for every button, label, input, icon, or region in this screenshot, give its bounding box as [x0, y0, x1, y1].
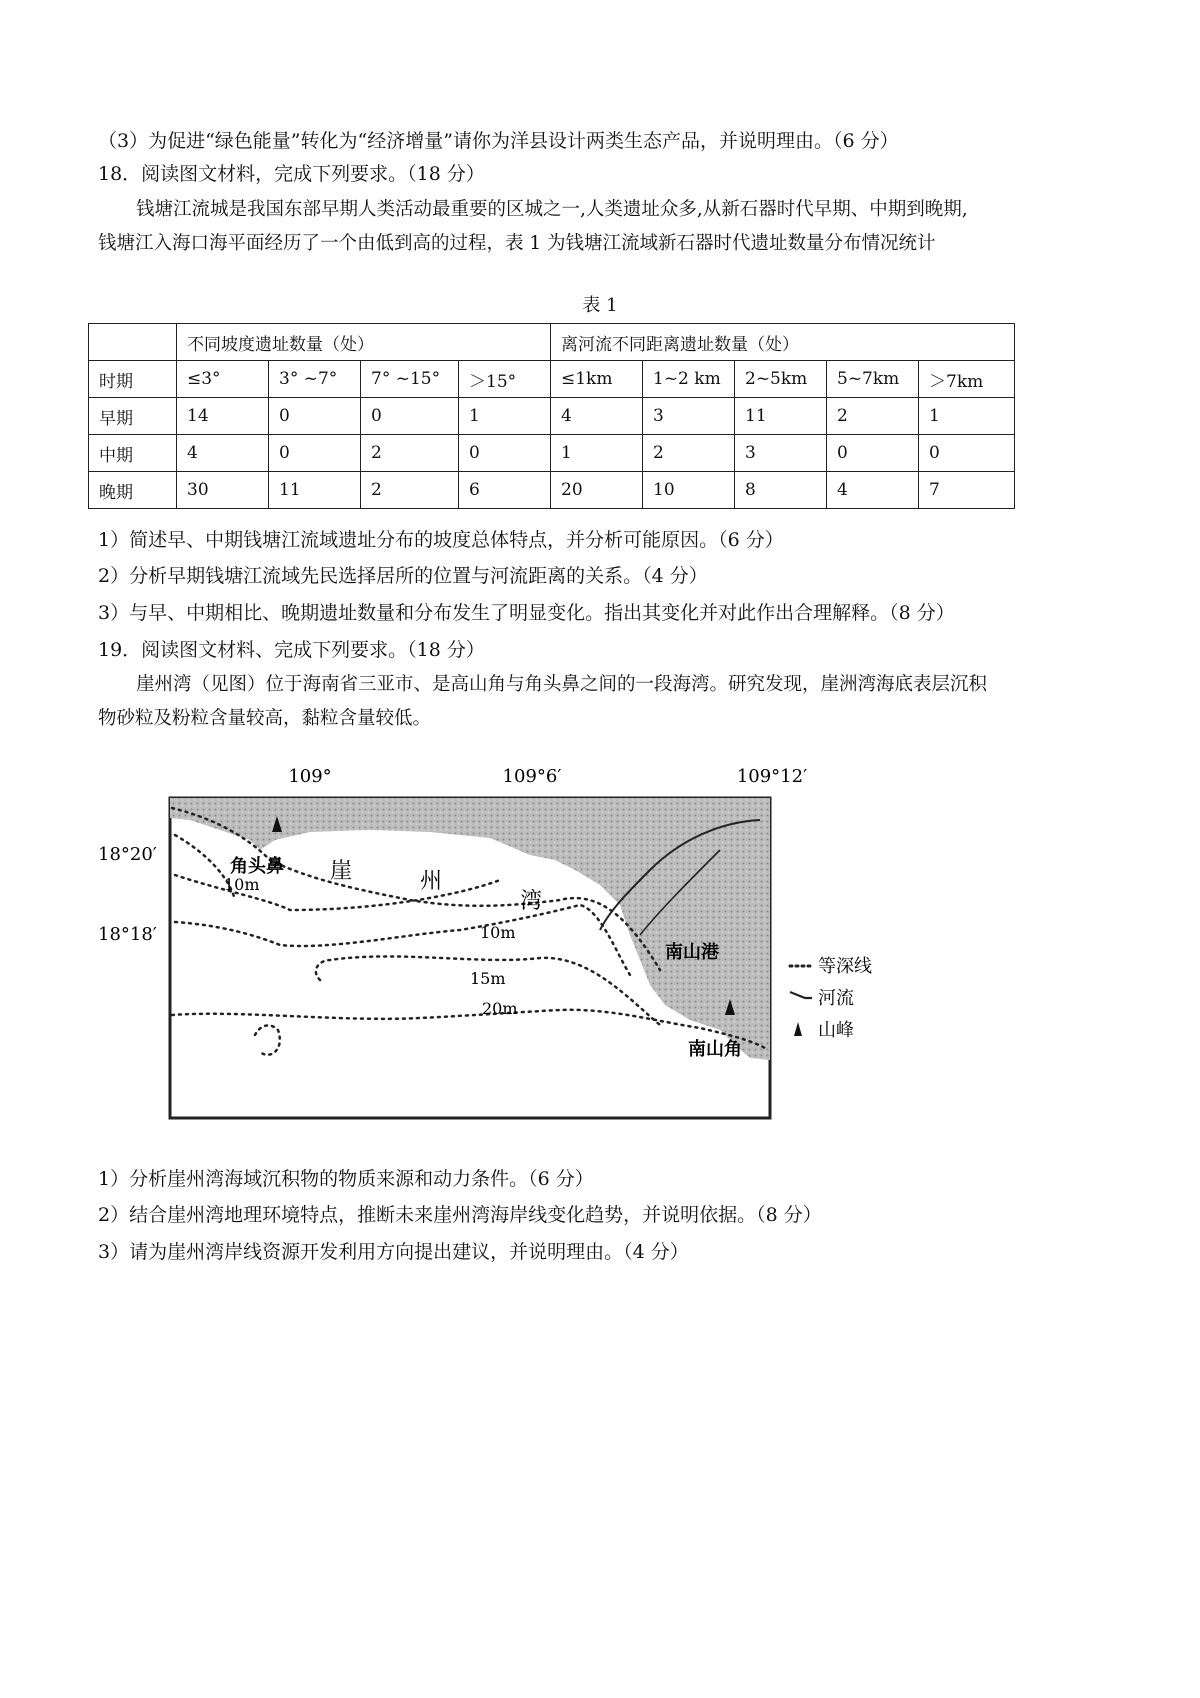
header-cell: 3° ~7° [269, 361, 361, 398]
question-19-2: 2）结合崖州湾地理环境特点，推断未来崖州湾海岸线变化趋势，并说明依据。（8 分） [98, 1204, 822, 1226]
question-18-2: 2）分析早期钱塘江流域先民选择居所的位置与河流距离的关系。（4 分） [98, 565, 708, 587]
table-cell: 7 [919, 472, 1015, 509]
legend-peak-label: 山峰 [818, 1020, 854, 1041]
table-cell: 2 [361, 435, 459, 472]
table-cell: 10 [643, 472, 735, 509]
place-name-cape-south: 南山角 [688, 1039, 742, 1060]
table-cell: 0 [361, 398, 459, 435]
header-cell: ＞15° [459, 361, 551, 398]
table-cell: 4 [551, 398, 643, 435]
question-18-passage-line1: 钱塘江流城是我国东部早期人类活动最重要的区城之一,人类遗址众多,从新石器时代早期、中期到晚期, [136, 199, 968, 220]
table-corner-cell [89, 324, 177, 361]
place-name-cape-west: 角头鼻 [230, 856, 284, 877]
table-header-row [89, 361, 1015, 398]
table-cell: 3 [735, 435, 827, 472]
table-row [89, 435, 1015, 472]
latitude-label: 18°18′ [98, 924, 157, 945]
table-cell: 晚期 [89, 472, 177, 509]
table-caption: 表 1 [582, 295, 618, 316]
place-name-bay: 崖 [330, 859, 353, 884]
table-cell: 4 [177, 435, 269, 472]
question-18-3: 3）与早、中期相比、晚期遗址数量和分布发生了明显变化。指出其变化并对此作出合理解释。（8 分） [98, 602, 955, 624]
header-cell: 1~2 km [643, 361, 735, 398]
table-cell: 1 [919, 398, 1015, 435]
table-cell: 0 [269, 435, 361, 472]
question-19-3: 3）请为崖州湾岸线资源开发利用方向提出建议，并说明理由。（4 分） [98, 1241, 689, 1263]
table-cell: 2 [643, 435, 735, 472]
table-cell: 4 [827, 472, 919, 509]
question-19-1: 1）分析崖州湾海域沉积物的物质来源和动力条件。（6 分） [98, 1168, 594, 1190]
table-cell: 0 [459, 435, 551, 472]
river-distance-group-header: 离河流不同距离遗址数量（处） [551, 324, 1015, 361]
longitude-label: 109°12′ [736, 766, 808, 787]
header-cell: 时期 [89, 361, 177, 398]
question-19-passage-line1: 崖州湾（见图）位于海南省三亚市、是高山角与角头鼻之间的一段海湾。研究发现，崖洲湾海底表层沉积 [136, 674, 988, 695]
table-cell: 11 [269, 472, 361, 509]
header-cell: ≤3° [177, 361, 269, 398]
latitude-label: 18°20′ [98, 844, 157, 865]
question-18-heading: 18．阅读图文材料，完成下列要求。（18 分） [98, 163, 485, 185]
table-cell: 早期 [89, 398, 177, 435]
table-cell: 8 [735, 472, 827, 509]
table-cell: 中期 [89, 435, 177, 472]
question-19-heading: 19．阅读图文材料、完成下列要求。（18 分） [98, 639, 485, 661]
legend-isobath-label: 等深线 [818, 956, 872, 977]
header-cell: ≤1km [551, 361, 643, 398]
depth-label: 20m [482, 999, 518, 1018]
table-cell: 1 [459, 398, 551, 435]
header-cell: 7° ~15° [361, 361, 459, 398]
table-cell: 11 [735, 398, 827, 435]
place-name-bay: 湾 [520, 889, 543, 914]
longitude-label: 109° [288, 766, 332, 787]
map-legend [790, 956, 872, 1041]
table-group-header-row [89, 324, 1015, 361]
header-cell: ＞7km [919, 361, 1015, 398]
slope-group-header: 不同坡度遗址数量（处） [177, 324, 551, 361]
table-cell: 2 [827, 398, 919, 435]
question-18-passage-line2: 钱塘江入海口海平面经历了一个由低到高的过程，表 1 为钱塘江流域新石器时代遗址数量分布情况统计 [98, 233, 936, 254]
place-name-bay: 州 [420, 869, 443, 894]
table-cell: 0 [919, 435, 1015, 472]
question-17-3: （3）为促进“绿色能量”转化为“经济增量”请你为洋县设计两类生态产品，并说明理由。（6 分） [98, 130, 899, 152]
question-18-1: 1）简述早、中期钱塘江流域遗址分布的坡度总体特点，并分析可能原因。（6 分） [98, 529, 784, 551]
depth-label: 10m [224, 875, 260, 894]
table-cell: 1 [551, 435, 643, 472]
table-row [89, 398, 1015, 435]
place-name-port: 南山港 [665, 942, 719, 963]
table-row [89, 472, 1015, 509]
legend-river-label: 河流 [818, 988, 854, 1009]
table-cell: 3 [643, 398, 735, 435]
site-count-table [88, 323, 1015, 509]
table-cell: 0 [269, 398, 361, 435]
table-cell: 30 [177, 472, 269, 509]
table-cell: 14 [177, 398, 269, 435]
table-cell: 20 [551, 472, 643, 509]
table-cell: 6 [459, 472, 551, 509]
table-cell: 0 [827, 435, 919, 472]
header-cell: 2~5km [735, 361, 827, 398]
header-cell: 5~7km [827, 361, 919, 398]
depth-label: 15m [470, 969, 506, 988]
table-cell: 2 [361, 472, 459, 509]
longitude-label: 109°6′ [502, 766, 562, 787]
legend-river-symbol [790, 992, 812, 998]
question-19-passage-line2: 物砂粒及粉粒含量较高，黏粒含量较低。 [98, 708, 432, 729]
depth-label: 10m [480, 923, 516, 942]
yazhou-bay-map [98, 760, 960, 1155]
legend-peak-icon [794, 1022, 802, 1036]
